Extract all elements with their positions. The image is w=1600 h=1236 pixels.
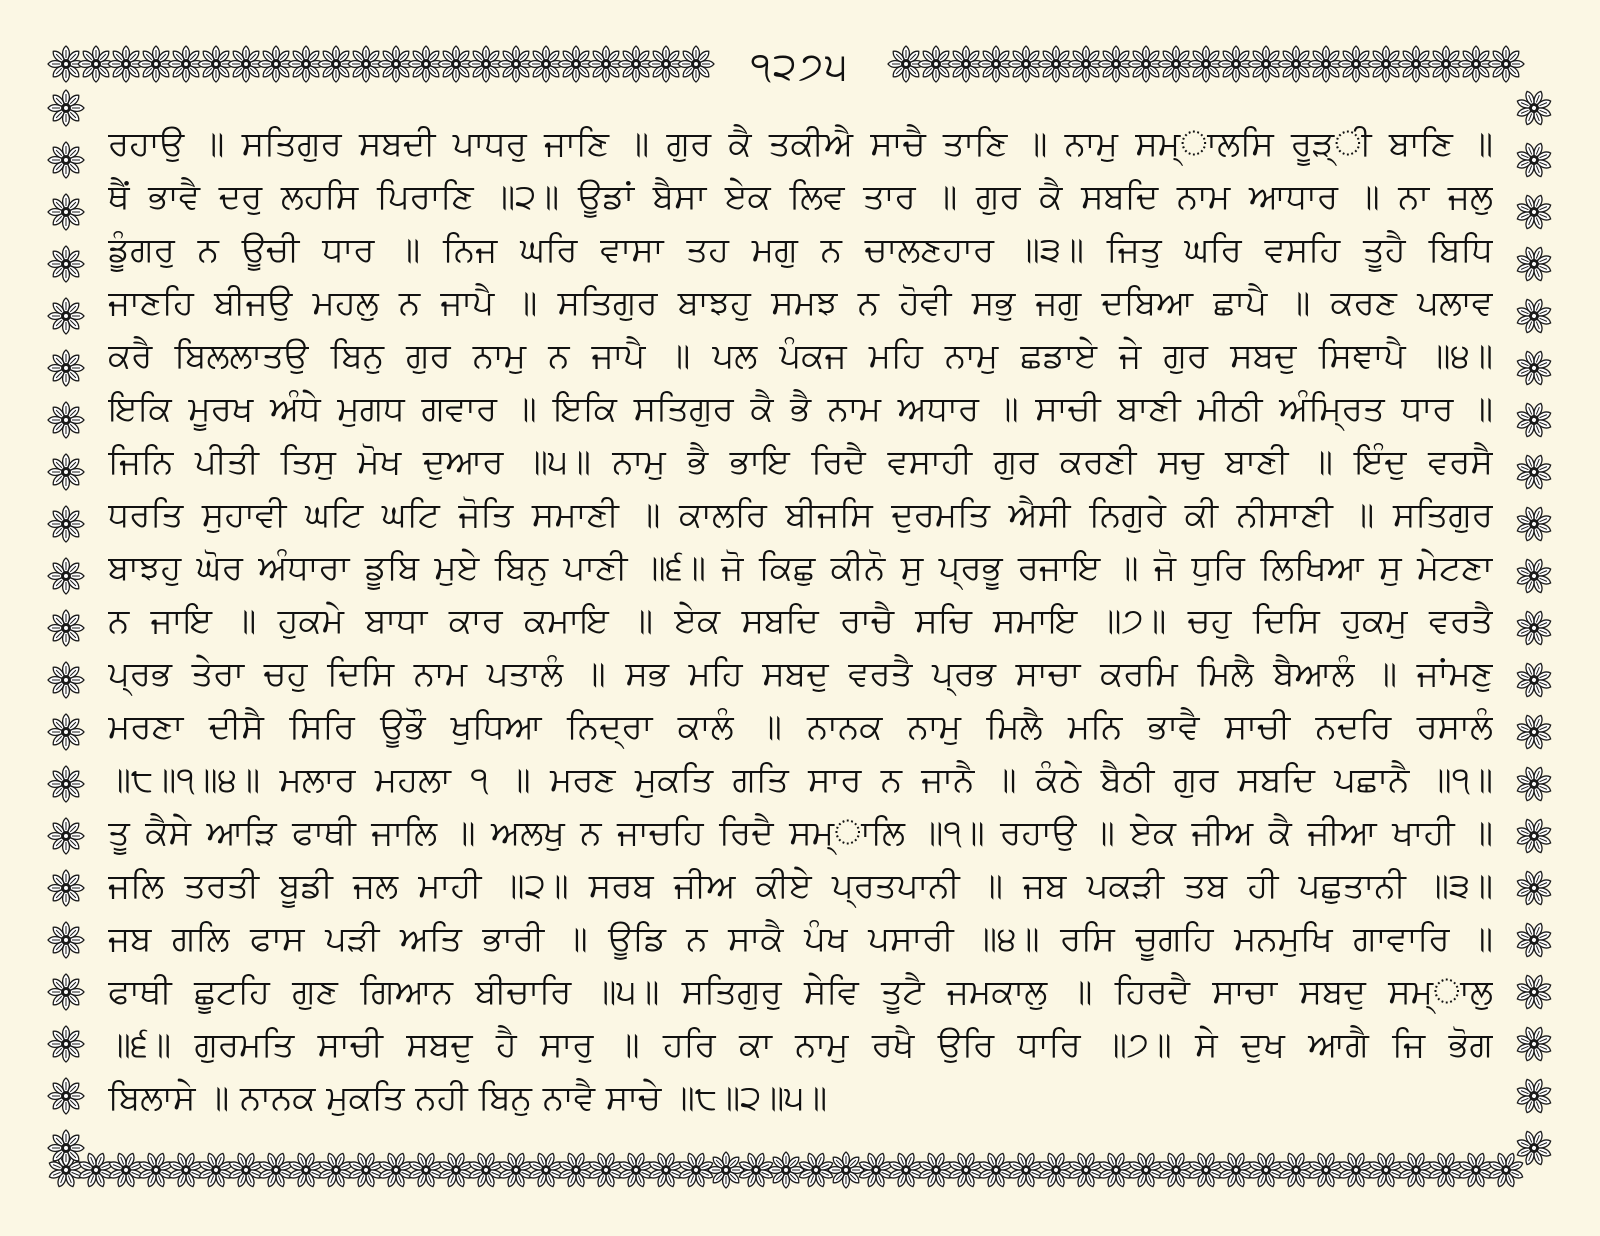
text-line: ਡੂੰਗਰੁ ਨ ਊਚੀ ਧਾਰ ॥ ਨਿਜ ਘਰਿ ਵਾਸਾ ਤਹ ਮਗੁ ਨ ਚਾਲਣਹਾਰ ॥੩॥ ਜਿਤੁ ਘਰਿ ਵਸਹਿ ਤੂਹੈ ਬਿਧਿ bbox=[108, 230, 1493, 270]
text-line: ਨ ਜਾਇ ॥ ਹੁਕਮੇ ਬਾਧਾ ਕਾਰ ਕਮਾਇ ॥ ਏਕ ਸਬਦਿ ਰਾਚੈ ਸਚਿ ਸਮਾਇ ॥੭॥ ਚਹੁ ਦਿਸਿ ਹੁਕਮੁ ਵਰਤੈ bbox=[108, 601, 1493, 641]
flower-ornament-icon bbox=[1510, 84, 1557, 131]
flower-ornament-icon bbox=[882, 1146, 929, 1193]
flower-ornament-icon bbox=[678, 46, 714, 82]
text-line: ਜਲਿ ਤਰਤੀ ਬੂਡੀ ਜਲ ਮਾਹੀ ॥੨॥ ਸਰਬ ਜੀਅ ਕੀਏ ਪ੍ਰਤਪਾਨੀ ॥ ਜਬ ਪਕੜੀ ਤਬ ਹੀ ਪਛੁਤਾਨੀ ॥੩॥ bbox=[108, 866, 1493, 906]
text-line: ਮਰਣਾ ਦੀਸੈ ਸਿਰਿ ਊਭੌ ਖੁਧਿਆ ਨਿਦ੍ਰਾ ਕਾਲੰ ॥ ਨਾਨਕ ਨਾਮੁ ਮਿਲੈ ਮਨਿ ਭਾਵੈ ਸਾਚੀ ਨਦਰਿ ਰਸਾਲੰ bbox=[108, 707, 1493, 747]
text-line: ॥੬॥ ਗੁਰਮਤਿ ਸਾਚੀ ਸਬਦੁ ਹੈ ਸਾਰੁ ॥ ਹਰਿ ਕਾ ਨਾਮੁ ਰਖੈ ਉਰਿ ਧਾਰਿ ॥੭॥ ਸੇ ਦੁਖ ਆਗੈ ਜਿ ਭੋਗ bbox=[108, 1025, 1493, 1065]
flower-ornament-icon bbox=[48, 818, 84, 854]
flower-ornament-icon bbox=[1212, 1146, 1259, 1193]
flower-ornament-icon bbox=[282, 1146, 329, 1193]
text-line: ਤੂ ਕੈਸੇ ਆੜਿ ਫਾਥੀ ਜਾਲਿ ॥ ਅਲਖੁ ਨ ਜਾਚਹਿ ਰਿਦੈ ਸਮ੍ਾਲਿ ॥੧॥ ਰਹਾਉ ॥ ਏਕ ਜੀਅ ਕੈ ਜੀਆ ਖਾਹੀ ॥ bbox=[108, 813, 1493, 853]
flower-ornament-icon bbox=[222, 1146, 269, 1193]
text-line: ਜਾਣਹਿ ਬੀਜਉ ਮਹਲੁ ਨ ਜਾਪੈ ॥ ਸਤਿਗੁਰ ਬਾਝਹੁ ਸਮਝ ਨ ਹੋਵੀ ਸਭੁ ਜਗੁ ਦਬਿਆ ਛਾਪੈ ॥ ਕਰਣ ਪਲਾਵ bbox=[108, 283, 1493, 323]
page-number: ੧੨੭੫ bbox=[720, 38, 880, 94]
flower-ornament-icon bbox=[72, 1146, 119, 1193]
flower-ornament-icon bbox=[48, 402, 84, 438]
flower-ornament-icon bbox=[1510, 812, 1557, 859]
text-line: ਧਰਤਿ ਸੁਹਾਵੀ ਘਟਿ ਘਟਿ ਜੋਤਿ ਸਮਾਣੀ ॥ ਕਾਲਰਿ ਬੀਜਸਿ ਦੁਰਮਤਿ ਐਸੀ ਨਿਗੁਰੇ ਕੀ ਨੀਸਾਣੀ ॥ ਸਤਿਗੁਰ bbox=[108, 495, 1493, 535]
flower-ornament-icon bbox=[972, 1146, 1019, 1193]
text-line: ਜਿਨਿ ਪੀਤੀ ਤਿਸੁ ਮੋਖ ਦੁਆਰ ॥੫॥ ਨਾਮੁ ਭੈ ਭਾਇ ਰਿਦੈ ਵਸਾਹੀ ਗੁਰ ਕਰਣੀ ਸਚੁ ਬਾਣੀ ॥ ਇੰਦੁ ਵਰਸੈ bbox=[108, 442, 1493, 482]
flower-ornament-icon bbox=[1272, 1146, 1319, 1193]
text-line: ਪ੍ਰਭ ਤੇਰਾ ਚਹੁ ਦਿਸਿ ਨਾਮ ਪਤਾਲੰ ॥ ਸਭ ਮਹਿ ਸਬਦੁ ਵਰਤੈ ਪ੍ਰਭ ਸਾਚਾ ਕਰਮਿ ਮਿਲੈ ਬੈਆਲੰ ॥ ਜਾਂਮਣੁ bbox=[108, 654, 1493, 694]
flower-ornament-icon bbox=[48, 1078, 84, 1114]
flower-ornament-icon bbox=[402, 1146, 449, 1193]
flower-ornament-icon bbox=[1488, 46, 1524, 82]
flower-ornament-icon bbox=[708, 1152, 744, 1188]
text-line: ਬਾਝਹੁ ਘੋਰ ਅੰਧਾਰਾ ਡੂਬਿ ਮੁਏ ਬਿਨੁ ਪਾਣੀ ॥੬॥ ਜੋ ਕਿਛੁ ਕੀਨੋ ਸੁ ਪ੍ਰਭੂ ਰਜਾਇ ॥ ਜੋ ਧੁਰਿ ਲਿਖਿਆ ਸੁ ਮੇਟਣਾ bbox=[108, 548, 1493, 588]
flower-ornament-icon bbox=[1302, 1146, 1349, 1193]
flower-ornament-icon bbox=[432, 1146, 479, 1193]
flower-ornament-icon bbox=[48, 610, 84, 646]
flower-ornament-icon bbox=[1510, 656, 1557, 703]
flower-ornament-icon bbox=[48, 662, 84, 698]
text-line: ॥੮॥੧॥੪॥ ਮਲਾਰ ਮਹਲਾ ੧ ॥ ਮਰਣ ਮੁਕਤਿ ਗਤਿ ਸਾਰ ਨ ਜਾਨੈ ॥ ਕੰਠੇ ਬੈਠੀ ਗੁਰ ਸਬਦਿ ਪਛਾਨੈ ॥੧॥ bbox=[108, 760, 1493, 800]
flower-ornament-icon bbox=[372, 1146, 419, 1193]
text-line: ਫਾਥੀ ਛੂਟਹਿ ਗੁਣ ਗਿਆਨ ਬੀਚਾਰਿ ॥੫॥ ਸਤਿਗੁਰੁ ਸੇਵਿ ਤੂਟੈ ਜਮਕਾਲੁ ॥ ਹਿਰਦੈ ਸਾਚਾ ਸਬਦੁ ਸਮ੍ਾਲੁ bbox=[108, 972, 1493, 1012]
text-line: ਰਹਾਉ ॥ ਸਤਿਗੁਰ ਸਬਦੀ ਪਾਧਰੁ ਜਾਣਿ ॥ ਗੁਰ ਕੈ ਤਕੀਐ ਸਾਚੈ ਤਾਣਿ ॥ ਨਾਮੁ ਸਮ੍ਾਲਸਿ ਰੂੜ੍ੀ ਬਾਣਿ ॥ bbox=[108, 124, 1493, 164]
flower-ornament-icon bbox=[48, 350, 84, 386]
flower-ornament-icon bbox=[642, 1146, 689, 1193]
flower-ornament-icon bbox=[132, 1146, 179, 1193]
flower-ornament-icon bbox=[828, 1152, 864, 1188]
text-line: ਬਿਲਾਸੇ ॥ ਨਾਨਕ ਮੁਕਤਿ ਨਹੀ ਬਿਨੁ ਨਾਵੈ ਸਾਚੇ ॥੮॥੨॥੫॥ bbox=[108, 1078, 828, 1118]
flower-ornament-icon bbox=[1510, 552, 1557, 599]
flower-ornament-icon bbox=[1332, 1146, 1379, 1193]
flower-ornament-icon bbox=[1152, 1146, 1199, 1193]
flower-ornament-icon bbox=[1510, 396, 1557, 443]
flower-ornament-icon bbox=[1510, 1020, 1557, 1067]
flower-ornament-icon bbox=[48, 558, 84, 594]
flower-ornament-icon bbox=[48, 246, 84, 282]
flower-ornament-icon bbox=[1510, 448, 1557, 495]
flower-ornament-icon bbox=[1122, 1146, 1169, 1193]
flower-ornament-icon bbox=[192, 1146, 239, 1193]
flower-ornament-icon bbox=[342, 1146, 389, 1193]
flower-ornament-icon bbox=[1182, 1146, 1229, 1193]
flower-ornament-icon bbox=[102, 1146, 149, 1193]
flower-ornament-icon bbox=[48, 922, 84, 958]
flower-ornament-icon bbox=[768, 1152, 804, 1188]
text-line: ਜਬ ਗਲਿ ਫਾਸ ਪੜੀ ਅਤਿ ਭਾਰੀ ॥ ਊਡਿ ਨ ਸਾਕੈ ਪੰਖ ਪਸਾਰੀ ॥੪॥ ਰਸਿ ਚੂਗਹਿ ਮਨਮੁਖਿ ਗਾਵਾਰਿ ॥ bbox=[108, 919, 1493, 959]
flower-ornament-icon bbox=[492, 1146, 539, 1193]
flower-ornament-icon bbox=[1510, 1072, 1557, 1119]
text-line: ਥੈਂ ਭਾਵੈ ਦਰੁ ਲਹਸਿ ਪਿਰਾਣਿ ॥੨॥ ਊਡਾਂ ਬੈਸਾ ਏਕ ਲਿਵ ਤਾਰ ॥ ਗੁਰ ਕੈ ਸਬਦਿ ਨਾਮ ਆਧਾਰ ॥ ਨਾ ਜਲੁ bbox=[108, 177, 1493, 217]
flower-ornament-icon bbox=[48, 1130, 84, 1166]
flower-ornament-icon bbox=[252, 1146, 299, 1193]
flower-ornament-icon bbox=[1510, 760, 1557, 807]
flower-ornament-icon bbox=[48, 714, 84, 750]
flower-ornament-icon bbox=[1242, 1146, 1289, 1193]
flower-ornament-icon bbox=[1362, 1146, 1409, 1193]
flower-ornament-icon bbox=[582, 1146, 629, 1193]
flower-ornament-icon bbox=[162, 1146, 209, 1193]
scripture-text bbox=[108, 118, 1493, 1125]
flower-ornament-icon bbox=[48, 870, 84, 906]
flower-ornament-icon bbox=[48, 506, 84, 542]
flower-ornament-icon bbox=[1422, 1146, 1469, 1193]
flower-ornament-icon bbox=[1092, 1146, 1139, 1193]
flower-ornament-icon bbox=[1002, 1146, 1049, 1193]
flower-ornament-icon bbox=[942, 1146, 989, 1193]
text-line: ਕਰੈ ਬਿਲਲਾਤਉ ਬਿਨੁ ਗੁਰ ਨਾਮੁ ਨ ਜਾਪੈ ॥ ਪਲ ਪੰਕਜ ਮਹਿ ਨਾਮੁ ਛਡਾਏ ਜੇ ਗੁਰ ਸਬਦੁ ਸਿਞਾਪੈ ॥੪॥ bbox=[108, 336, 1493, 376]
flower-ornament-icon bbox=[48, 142, 84, 178]
flower-ornament-icon bbox=[48, 766, 84, 802]
flower-ornament-icon bbox=[612, 1146, 659, 1193]
flower-ornament-icon bbox=[1510, 708, 1557, 755]
flower-ornament-icon bbox=[48, 298, 84, 334]
flower-ornament-icon bbox=[1032, 1146, 1079, 1193]
flower-ornament-icon bbox=[1510, 240, 1557, 287]
flower-ornament-icon bbox=[552, 1146, 599, 1193]
flower-ornament-icon bbox=[1510, 968, 1557, 1015]
flower-ornament-icon bbox=[48, 1026, 84, 1062]
flower-ornament-icon bbox=[522, 1146, 569, 1193]
flower-ornament-icon bbox=[912, 1146, 959, 1193]
flower-ornament-icon bbox=[1510, 344, 1557, 391]
flower-ornament-icon bbox=[1510, 864, 1557, 911]
flower-ornament-icon bbox=[1062, 1146, 1109, 1193]
flower-ornament-icon bbox=[462, 1146, 509, 1193]
text-line: ਇਕਿ ਮੂਰਖ ਅੰਧੇ ਮੁਗਧ ਗਵਾਰ ॥ ਇਕਿ ਸਤਿਗੁਰ ਕੈ ਭੈ ਨਾਮ ਅਧਾਰ ॥ ਸਾਚੀ ਬਾਣੀ ਮੀਠੀ ਅੰਮ੍ਰਿਤ ਧਾਰ ॥ bbox=[108, 389, 1493, 429]
flower-ornament-icon bbox=[1510, 500, 1557, 547]
flower-ornament-icon bbox=[48, 194, 84, 230]
flower-ornament-icon bbox=[48, 454, 84, 490]
flower-ornament-icon bbox=[1452, 1146, 1499, 1193]
flower-ornament-icon bbox=[48, 90, 84, 126]
flower-ornament-icon bbox=[1510, 188, 1557, 235]
flower-ornament-icon bbox=[1510, 604, 1557, 651]
flower-ornament-icon bbox=[1392, 1146, 1439, 1193]
flower-ornament-icon bbox=[1510, 136, 1557, 183]
flower-ornament-icon bbox=[1510, 916, 1557, 963]
flower-ornament-icon bbox=[312, 1146, 359, 1193]
flower-ornament-icon bbox=[1510, 292, 1557, 339]
flower-ornament-icon bbox=[48, 974, 84, 1010]
